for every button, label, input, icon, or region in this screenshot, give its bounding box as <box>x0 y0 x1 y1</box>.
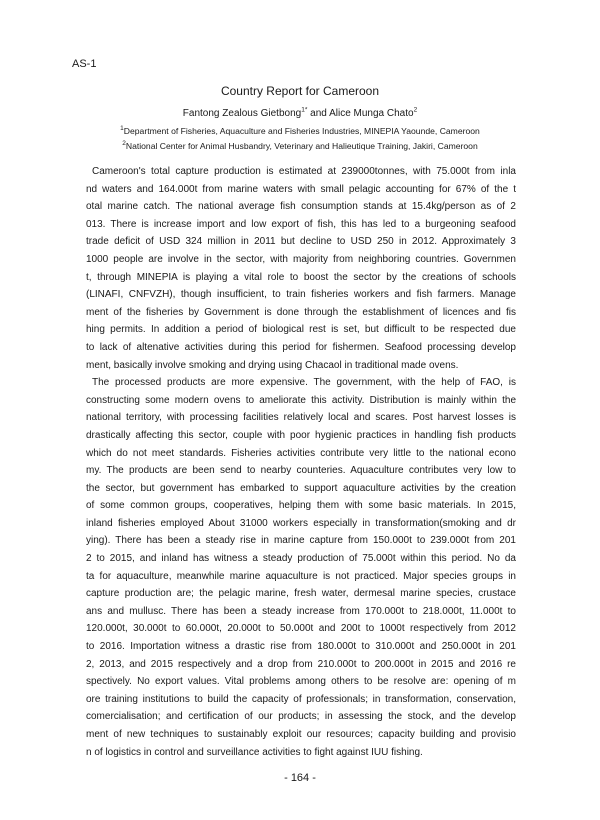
body-line: 013. There is increase import and low export of fish, this has led to a burgeoning seafood <box>86 218 516 230</box>
body-line: t, through MINEPIA is playing a vital role to boost the sector by the creations of schools <box>86 271 516 283</box>
body-line: to 2016. Importation witness a drastic rise from 180.000t to 310.000t and 250.000t in 201 <box>86 641 516 653</box>
body-line: of some common groups, cooperatives, helping them with some basic materials. In 2015, <box>86 500 516 512</box>
author-1-name: Fantong Zealous Gietbong <box>182 108 302 119</box>
body-line: The processed products are more expensive. The government, with the help of FAO, is <box>92 377 516 389</box>
author-line <box>0 108 600 119</box>
body-line: my. The products are been send to nearby counteries. Aquaculture contributes very low to <box>86 465 516 477</box>
body-line: which do not meet standards. Fisheries activities contribute very little to the national econo <box>86 447 516 459</box>
body-line: 2 to 2015, and inland has witness a steady production of 75.000t within this period. No da <box>86 553 516 565</box>
affiliation-1-marker: 1 <box>120 125 124 133</box>
author-2-superscript: 2 <box>413 106 418 114</box>
body-line: ta for aquaculture, meanwhile marine aquaculture is not practiced. Major species groups in <box>86 570 516 582</box>
document-code: AS-1 <box>72 58 97 70</box>
body-line: hing permits. In addition a period of biological rest is set, but difficult to be respected due <box>86 324 516 336</box>
body-line: ment of new techniques to sustainably exploit our resources; capacity building and provisio <box>86 729 516 740</box>
author-1-superscript: 1* <box>301 106 308 114</box>
body-line: comercialisation; and certification of our products; in assessing the stock, and the develop <box>86 711 516 723</box>
body-line: Cameroon's total capture production is estimated at 239000tonnes, with 75.000t from inla <box>92 166 516 177</box>
affiliation-2-marker: 2 <box>122 140 126 148</box>
body-line: drastically affecting this sector, couple with poor hygienic practices in handling fish products <box>86 429 516 441</box>
body-line: 1000 people are involve in the sector, with majority from neighboring countries. Governmen <box>86 253 516 265</box>
body-line: ment, basically involve smoking and drying using Chacaol in traditional made ovens. <box>86 359 459 371</box>
body-line: national territory, with processing facilities relatively local and scares. Post harvest losses is <box>86 412 516 424</box>
body-line: ans and mullusc. There has been a steady increase from 170.000t to 218.000t, 11.000t to <box>86 605 516 617</box>
body-line: spectively. No export values. Vital problems among others to be resolve are: opening of m <box>86 676 516 688</box>
body-line: n of logistics in control and surveillance activities to fight against IUU fishing. <box>86 746 423 758</box>
body-line: capture production are; the pelagic marine, fresh water, dermesal marine species, crustace <box>86 588 516 600</box>
author-conjunction: and <box>307 108 330 119</box>
body-line: 2, 2013, and 2015 respectively and a drop from 210.000t to 200.000t in 2015 and 2016 re <box>86 658 516 670</box>
body-line: ment of the fisheries by Government is done through the establishment of licences and fis <box>86 306 516 318</box>
body-line: otal marine catch. The national average fish consumption stands at 15.4kg/person as of 2 <box>86 201 516 213</box>
affiliation-2-text: National Center for Animal Husbandry, Veterinary and Halieutique Training, Jakiri, Cameroon <box>125 141 478 151</box>
body-line: nd waters and 164.000t from marine waters with small pelagic accounting for 67% of the t <box>86 183 516 195</box>
body-line: 120.000t, 30.000t to 60.000t, 20.000t to 50.000t and 200t to 1000t respectively from 2012 <box>86 623 516 635</box>
body-line: inland fisheries employed About 31000 workers especially in transformation(smoking and dr <box>86 517 516 529</box>
body-line: ying). There has been a steady rise in marine capture from 150.000t to 239.000t from 201 <box>86 535 516 547</box>
body-line: (LINAFI, CNFVZH), though insufficient, to train fisheries workers and fish farmers. Manage <box>86 289 516 301</box>
affiliation-1 <box>0 126 600 136</box>
body-line: trade deficit of USD 324 million in 2011 but decline to USD 250 in 2012. Approximately 3 <box>86 236 516 248</box>
page-number: - 164 - <box>284 772 316 784</box>
body-line: constructing some modern ovens to ameliorate this activity. Distribution is mainly within the <box>86 394 516 406</box>
report-title: Country Report for Cameroon <box>220 84 380 98</box>
affiliation-1-text: Department of Fisheries, Aquaculture and Fisheries Industries, MINEPIA Yaounde, Cameroon <box>123 126 480 136</box>
body-line: ore training institutions to build the capacity of professionals; in transformation, conservation, <box>86 693 516 705</box>
report-body <box>86 163 516 761</box>
body-line: to lack of altenative activities during this period for fishermen. Seafood processing develop <box>86 341 516 353</box>
affiliation-2 <box>0 141 600 151</box>
author-2-name: Alice Munga Chato <box>329 108 414 119</box>
body-line: the sector, but government has embarked to support aquaculture activities by the creation <box>86 482 516 494</box>
